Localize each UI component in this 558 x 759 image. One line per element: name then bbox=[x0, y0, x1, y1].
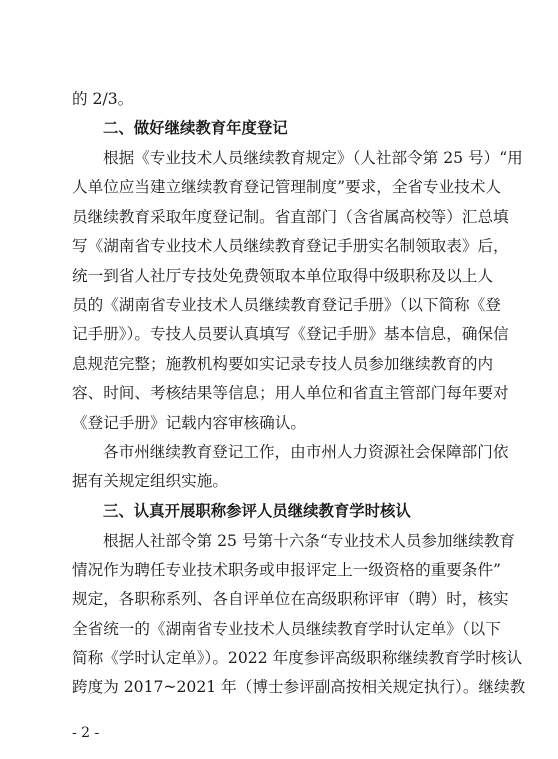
text-line: 人单位应当建立继续教育登记管理制度”要求，全省专业技术人 bbox=[72, 178, 502, 196]
text-line: 规定，各职称系列、各自评单位在高级职称评审（聘）时，核实 bbox=[72, 590, 509, 608]
page-number: - 2 - bbox=[72, 725, 100, 741]
text-line: 员的《湖南省专业技术人员继续教育登记手册》（以下简称《登 bbox=[72, 296, 501, 314]
text-line: 统一到省人社厅专技处免费领取本单位取得中级职称及以上人 bbox=[72, 267, 494, 285]
text-line: 简称《学时认定单》）。2022 年度参评高级职称继续教育学时核认 bbox=[72, 649, 523, 667]
text-line: 记手册》）。专技人员要认真填写《登记手册》基本信息，确保信 bbox=[72, 325, 509, 343]
text-line: 情况作为聘任专业技术职务或申报评定上一级资格的重要条件” bbox=[72, 561, 502, 579]
text-line: 各市州继续教育登记工作，由市州人力资源社会保障部门依 bbox=[103, 443, 509, 461]
text-line: 跨度为 2017~2021 年（博士参评副高按相关规定执行）。继续教 bbox=[72, 678, 526, 696]
text-line: 《登记手册》记载内容审核确认。 bbox=[72, 414, 306, 432]
text-line: 写《湖南省专业技术人员继续教育登记手册实名制领取表》后， bbox=[72, 237, 509, 255]
section-heading: 三、认真开展职称参评人员继续教育学时核认 bbox=[103, 502, 411, 520]
text-line: 的 2/3。 bbox=[72, 90, 134, 108]
text-line: 据有关规定组织实施。 bbox=[72, 472, 228, 490]
text-line: 员继续教育采取年度登记制。省直部门（含省属高校等）汇总填 bbox=[72, 208, 509, 226]
text-line: 根据《专业技术人员继续教育规定》（人社部令第 25 号）“用 bbox=[103, 149, 523, 167]
text-line: 全省统一的《湖南省专业技术人员继续教育学时认定单》（以下 bbox=[72, 620, 501, 638]
text-line: 容、时间、考核结果等信息；用人单位和省直主管部门每年要对 bbox=[72, 384, 509, 402]
text-line: 息规范完整；施教机构要如实记录专技人员参加继续教育的内 bbox=[72, 355, 494, 373]
section-heading: 二、做好继续教育年度登记 bbox=[103, 119, 288, 137]
text-line: 根据人社部令第 25 号第十六条“专业技术人员参加继续教育 bbox=[103, 532, 515, 550]
